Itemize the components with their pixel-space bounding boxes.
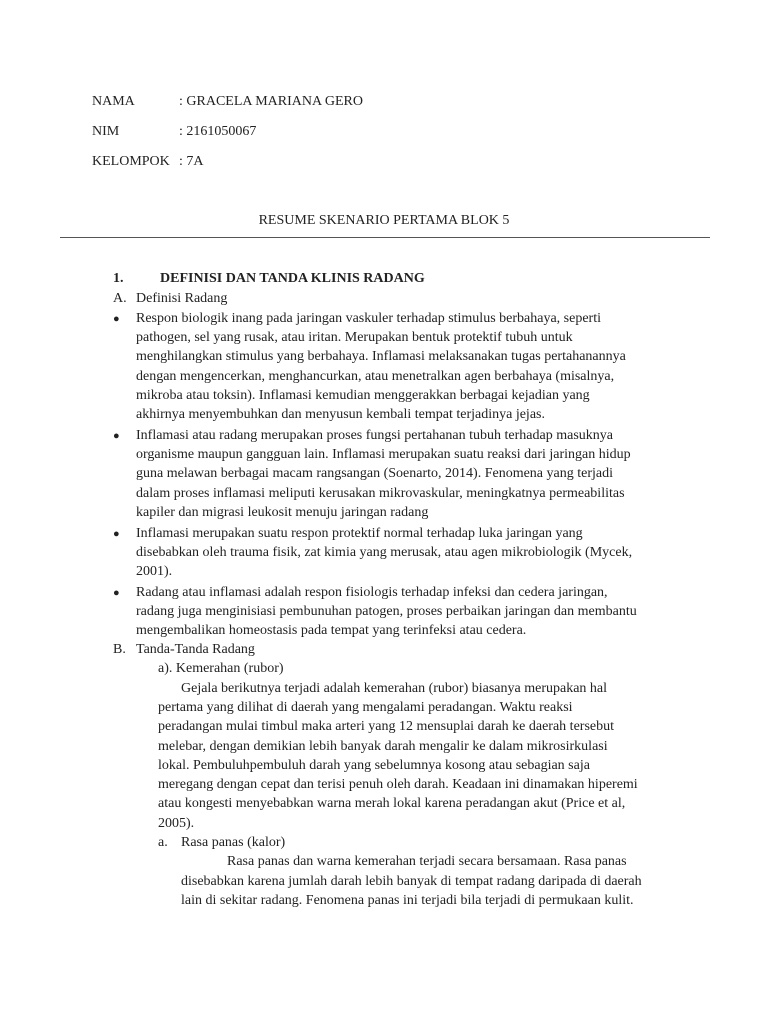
- subsection-b-label: B.: [113, 642, 126, 657]
- sign-a-para-line-5: lokal. Pembuluhpembuluh darah yang sebelumnya kosong atau sebagian saja: [158, 758, 590, 773]
- bullet-1-line-1: Respon biologik inang pada jaringan vaskuler terhadap stimulus berbahaya, seperti: [136, 311, 601, 326]
- sign-a-para-line-8: 2005).: [158, 816, 195, 831]
- bullet-2-line-4: dalam proses inflamasi meliputi kerusakan mikrovaskular, meningkatnya permeabilitas: [136, 486, 625, 501]
- bullet-1-line-3: menghilangkan stimulus yang berbahaya. Inflamasi melaksanakan tugas pertahanannya: [136, 349, 626, 364]
- bullet-3-line-2: disebabkan oleh trauma fisik, zat kimia yang merusak, atau agen mikrobiologik (Mycek,: [136, 545, 633, 560]
- sign-a-para-line-3: peradangan mulai timbul maka arteri yang 12 mensuplai darah ke daerah tersebut: [158, 719, 614, 734]
- subsection-a-label: A.: [113, 291, 127, 306]
- section-number: 1.: [113, 271, 124, 286]
- sign-b-para-line-3: lain di sekitar radang. Fenomena panas ini terjadi bila terjadi di permukaan kulit.: [181, 893, 634, 908]
- section-heading: DEFINISI DAN TANDA KLINIS RADANG: [160, 271, 425, 286]
- sign-a-para-line-1: Gejala berikutnya terjadi adalah kemerahan (rubor) biasanya merupakan hal: [181, 681, 608, 696]
- sign-a-para-line-6: meregang dengan cepat dan terisi penuh oleh darah. Keadaan ini dinamakan hiperemi: [158, 777, 638, 792]
- bullet-3-line-3: 2001).: [136, 564, 173, 579]
- sign-b-title: Rasa panas (kalor): [181, 835, 286, 850]
- bullet-2-line-5: kapiler dan migrasi leukosit menuju jaringan radang: [136, 505, 429, 520]
- bullet-icon: ●: [113, 313, 120, 325]
- kelompok-label: KELOMPOK: [92, 154, 170, 169]
- nim-label: NIM: [92, 124, 120, 139]
- sign-a-para-line-7: atau kongesti menyebabkan warna merah lokal karena peradangan akut (Price et al,: [158, 796, 626, 811]
- bullet-1-line-4: dengan mengencerkan, menghancurkan, atau menetralkan agen berbahaya (misalnya,: [136, 369, 615, 384]
- sign-b-para-line-2: disebabkan karena jumlah darah lebih banyak di tempat radang daripada di daerah: [181, 874, 642, 889]
- nim-value: : 2161050067: [179, 124, 257, 139]
- subsection-b-title: Tanda-Tanda Radang: [136, 642, 255, 657]
- kelompok-value: : 7A: [179, 154, 204, 169]
- bullet-1-line-2: pathogen, sel yang rusak, atau iritan. Merupakan bentuk protektif tubuh untuk: [136, 330, 573, 345]
- bullet-icon: ●: [113, 430, 120, 442]
- bullet-4-line-2: radang juga menginisiasi pembunuhan patogen, proses perbaikan jaringan dan membantu: [136, 604, 637, 619]
- sign-b-label: a.: [158, 835, 168, 850]
- sign-a-para-line-2: pertama yang dilihat di daerah yang mengalami peradangan. Waktu reaksi: [158, 700, 573, 715]
- bullet-2-line-1: Inflamasi atau radang merupakan proses fungsi pertahanan tubuh terhadap masuknya: [136, 428, 613, 443]
- bullet-1-line-5: mikroba atau toksin). Inflamasi kemudian menggerakkan berbagai kejadian yang: [136, 388, 590, 403]
- subsection-a-title: Definisi Radang: [136, 291, 228, 306]
- bullet-4-line-3: mengembalikan homeostasis pada tempat yang terinfeksi atau cedera.: [136, 623, 527, 638]
- bullet-4-line-1: Radang atau inflamasi adalah respon fisiologis terhadap infeksi dan cedera jaringan,: [136, 585, 608, 600]
- bullet-icon: ●: [113, 528, 120, 540]
- title-divider: [60, 237, 710, 238]
- bullet-icon: ●: [113, 587, 120, 599]
- bullet-3-line-1: Inflamasi merupakan suatu respon protektif normal terhadap luka jaringan yang: [136, 526, 583, 541]
- bullet-2-line-2: organisme maupun gangguan lain. Inflamasi merupakan suatu reaksi dari jaringan hidup: [136, 447, 631, 462]
- sign-a-title: a). Kemerahan (rubor): [158, 661, 284, 676]
- bullet-2-line-3: guna melawan berbagai macam rangsangan (Soenarto, 2014). Fenomena yang terjadi: [136, 466, 613, 481]
- bullet-1-line-6: akhirnya menyembuhkan dan menyusun kembali tempat terjadinya jejas.: [136, 407, 545, 422]
- sign-a-para-line-4: melebar, dengan demikian lebih banyak darah mengalir ke dalam mikrosirkulasi: [158, 739, 608, 754]
- page-title: RESUME SKENARIO PERTAMA BLOK 5: [258, 213, 510, 228]
- sign-b-para-line-1: Rasa panas dan warna kemerahan terjadi secara bersamaan. Rasa panas: [227, 854, 627, 869]
- nama-value: : GRACELA MARIANA GERO: [179, 94, 363, 109]
- nama-label: NAMA: [92, 94, 135, 109]
